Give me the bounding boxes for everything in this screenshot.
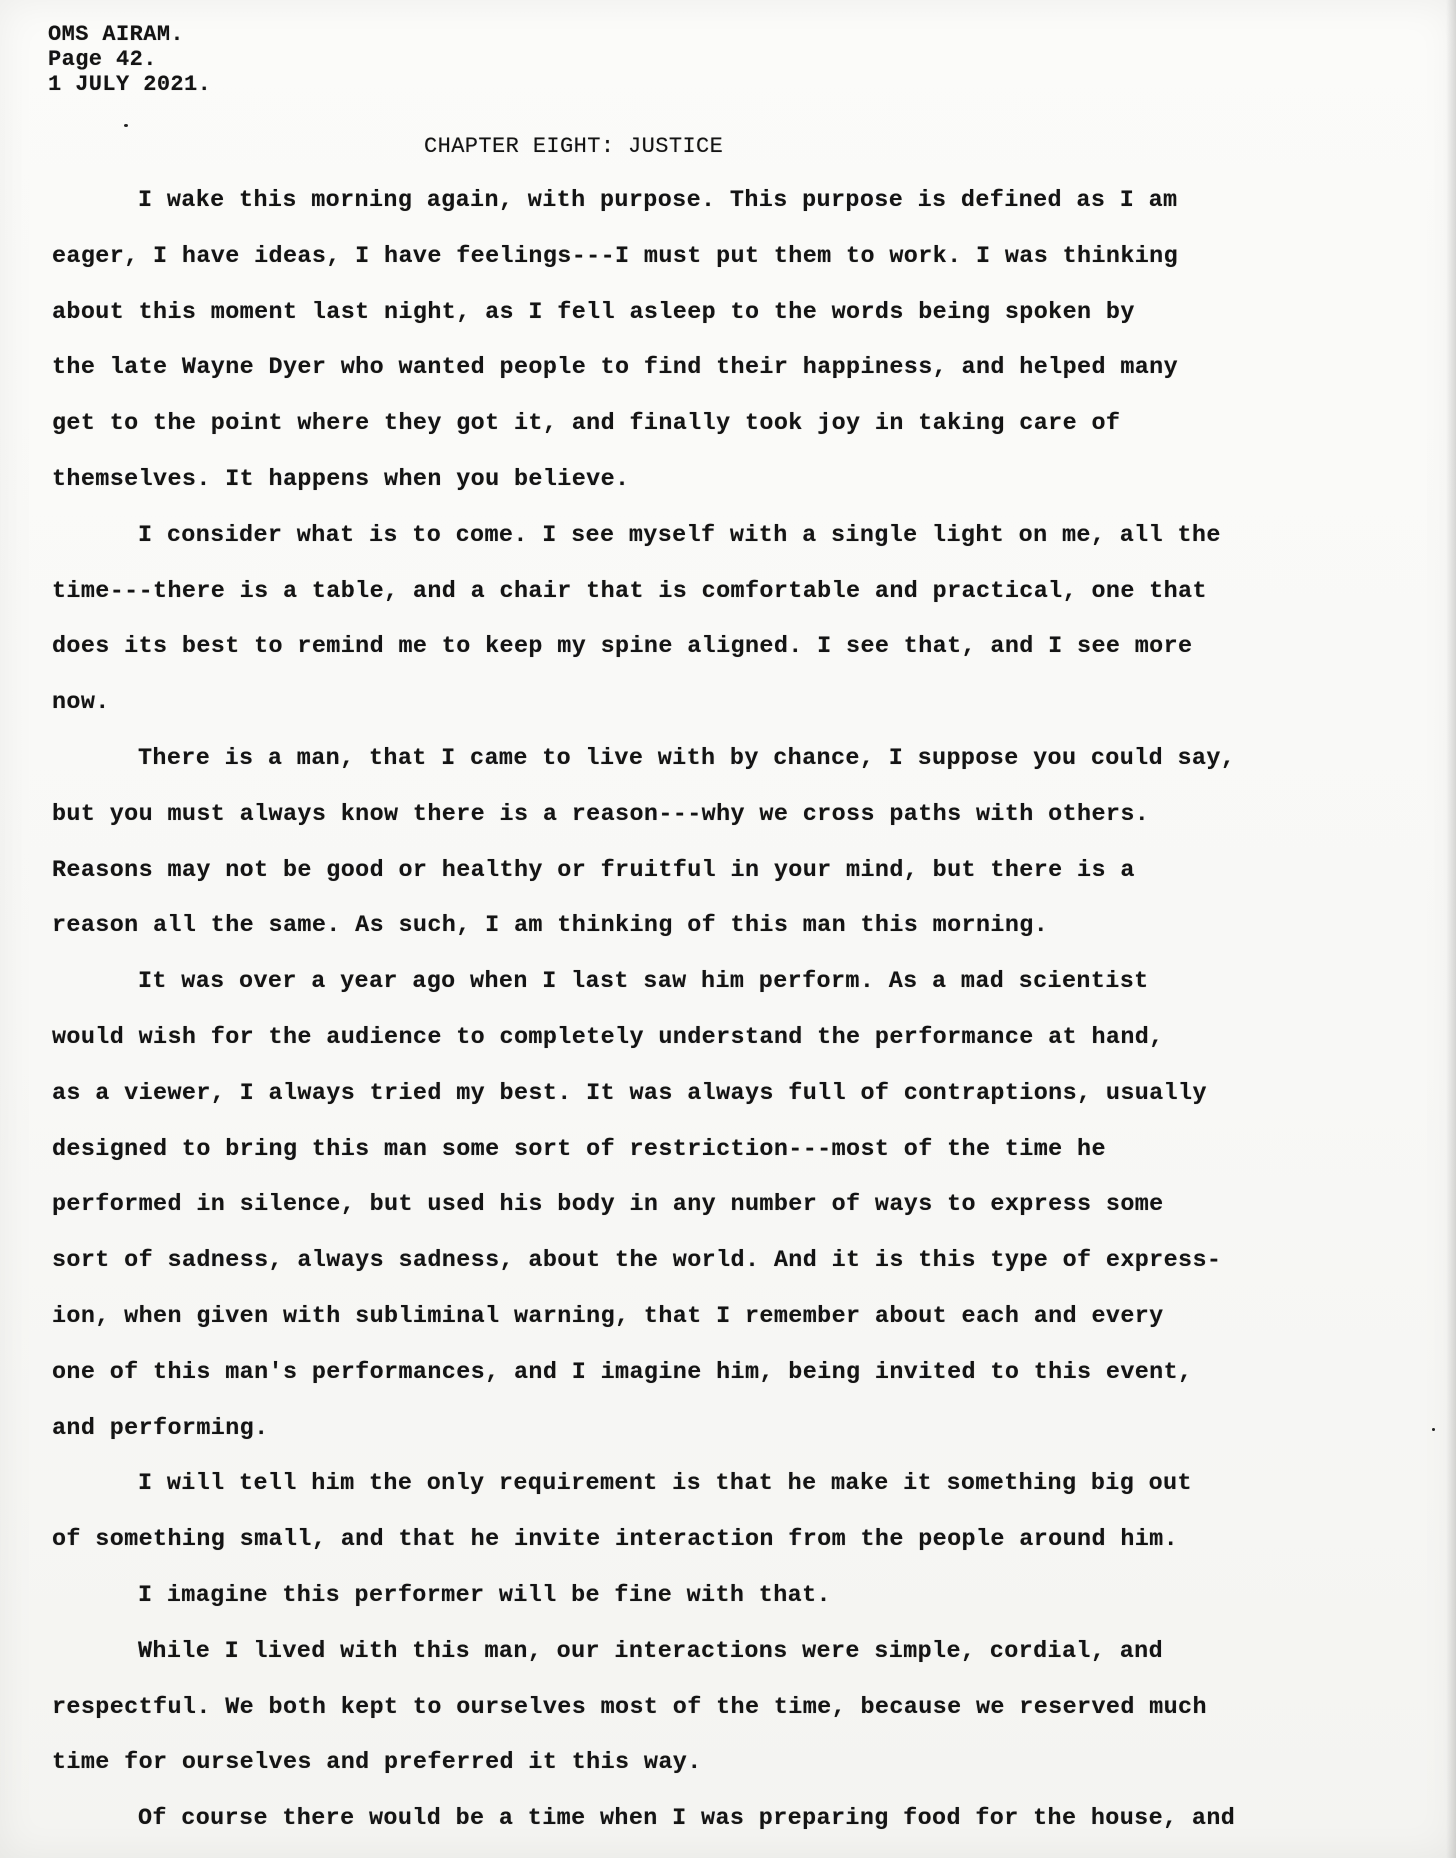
text-line: of something small, and that he invite interaction from the people around him.	[52, 1527, 1179, 1554]
text-line: I wake this morning again, with purpose. This purpose is defined as I am	[138, 188, 1178, 214]
page-edge-shadow	[1446, 0, 1456, 1858]
text-line: themselves. It happens when you believe.	[52, 466, 630, 493]
text-line: reason all the same. As such, I am thinking of this man this morning.	[52, 913, 1049, 940]
author-name: OMS AIRAM.	[48, 22, 185, 47]
text-line: I consider what is to come. I see myself with a single light on me, all the	[138, 522, 1221, 549]
date-line: 1 JULY 2021.	[48, 72, 212, 97]
text-line: It was over a year ago when I last saw him perform. As a mad scientist	[138, 969, 1149, 996]
text-line: ion, when given with subliminal warning, that I remember about each and every	[52, 1303, 1164, 1330]
text-line: the late Wayne Dyer who wanted people to find their happiness, and helped many	[52, 355, 1179, 382]
text-line: performed in silence, but used his body in any number of ways to express some	[52, 1192, 1164, 1219]
text-line: eager, I have ideas, I have feelings---I must put them to work. I was thinking	[52, 243, 1179, 270]
text-line: time for ourselves and preferred it this way.	[52, 1750, 702, 1777]
text-line: Of course there would be a time when I was preparing food for the house, and	[138, 1806, 1236, 1833]
text-line: I will tell him the only requirement is that he make it something big out	[138, 1471, 1192, 1498]
text-line: as a viewer, I always tried my best. It was always full of contraptions, usually	[52, 1080, 1207, 1107]
text-line: While I lived with this man, our interactions were simple, cordial, and	[138, 1638, 1164, 1665]
text-line: does its best to remind me to keep my spine aligned. I see that, and I see more	[52, 634, 1193, 661]
chapter-title: CHAPTER EIGHT: JUSTICE	[424, 134, 724, 159]
body-text	[52, 174, 1422, 1848]
text-line: time---there is a table, and a chair that is comfortable and practical, one that	[52, 578, 1207, 605]
page-header	[48, 22, 211, 97]
text-line: designed to bring this man some sort of restriction---most of the time he	[52, 1136, 1106, 1163]
text-line: now.	[52, 690, 110, 717]
ink-speck	[1432, 1428, 1435, 1431]
text-line: respectful. We both kept to ourselves most of the time, because we reserved much	[52, 1694, 1207, 1721]
text-line: about this moment last night, as I fell asleep to the words being spoken by	[52, 299, 1135, 326]
text-line: There is a man, that I came to live with by chance, I suppose you could say,	[138, 745, 1236, 772]
text-line: get to the point where they got it, and finally took joy in taking care of	[52, 411, 1121, 438]
text-line: Reasons may not be good or healthy or fruitful in your mind, but there is a	[52, 857, 1135, 884]
text-line: I imagine this performer will be fine with that.	[138, 1582, 831, 1609]
ink-speck	[124, 124, 128, 127]
text-line: sort of sadness, always sadness, about the world. And it is this type of express-	[52, 1248, 1222, 1275]
text-line: one of this man's performances, and I imagine him, being invited to this event,	[52, 1359, 1193, 1386]
text-line: but you must always know there is a reason---why we cross paths with others.	[52, 801, 1150, 828]
page-number: Page 42.	[48, 47, 157, 72]
text-line: and performing.	[52, 1415, 269, 1442]
text-line: would wish for the audience to completely understand the performance at hand,	[52, 1024, 1164, 1051]
